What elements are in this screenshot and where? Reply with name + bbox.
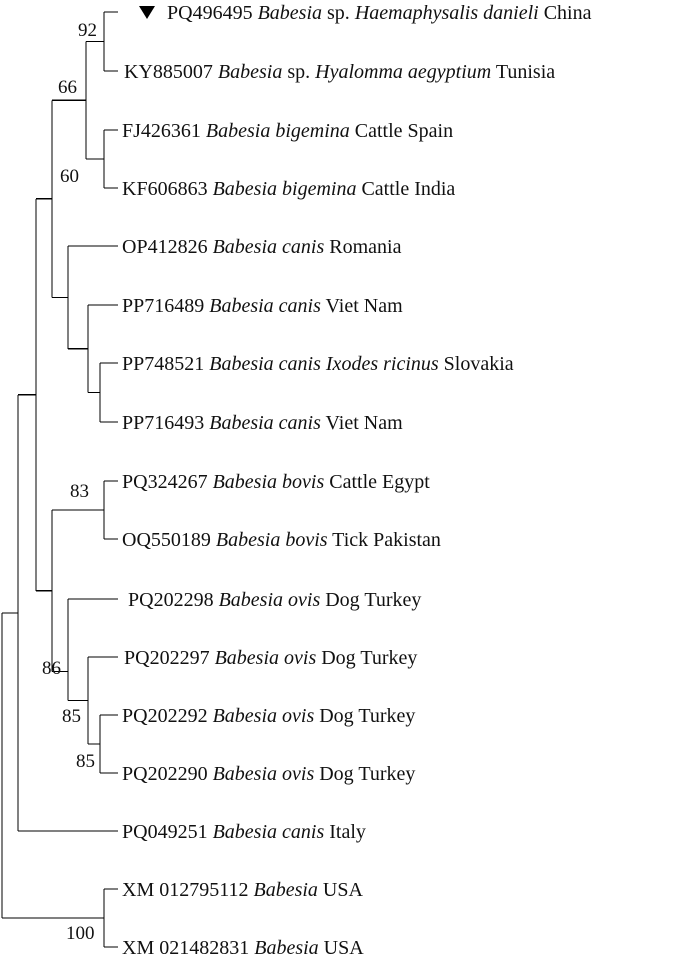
accession: PQ324267	[122, 471, 213, 493]
location: Dog Turkey	[320, 589, 422, 611]
bootstrap-t1-t4: 66	[58, 77, 77, 98]
accession: PQ202297	[124, 647, 215, 669]
accession: PP716489	[122, 295, 210, 317]
bootstrap-t14-inner: 85	[76, 751, 95, 772]
location: Dog Turkey	[314, 705, 416, 727]
species-name: Babesia ovis	[212, 763, 315, 785]
location: Dog Turkey	[314, 763, 416, 785]
accession: OQ550189	[122, 529, 216, 551]
bootstrap-t16-t17: 100	[66, 923, 95, 944]
bootstrap-t13-t14: 85	[62, 706, 81, 727]
species-name: Babesia	[253, 879, 318, 901]
location: Italy	[324, 821, 366, 843]
accession: PP748521	[122, 353, 210, 375]
species-name: Babesia	[257, 2, 323, 24]
leaf-label-t6	[122, 295, 403, 317]
location: Romania	[324, 236, 402, 258]
accession: PQ202292	[122, 705, 213, 727]
leaf-label-t15	[122, 821, 366, 843]
host-name: Haemaphysalis danieli	[354, 2, 539, 24]
species-name: Babesia bigemina	[205, 120, 350, 142]
location: Cattle Spain	[349, 120, 454, 142]
leaf-label-t17	[122, 937, 364, 954]
species-name: Babesia bigemina	[212, 178, 357, 200]
leaf-label-t3	[122, 120, 453, 142]
species-name: Babesia ovis	[214, 647, 317, 669]
leaf-label-t4	[122, 178, 455, 200]
location: China	[538, 2, 592, 24]
down-triangle-icon	[139, 6, 155, 19]
location: Viet Nam	[320, 295, 403, 317]
species-name: Babesia	[217, 61, 283, 83]
accession: PQ496495	[167, 2, 258, 24]
location: Cattle India	[356, 178, 456, 200]
location: Cattle Egypt	[324, 471, 430, 493]
species-name: Babesia bovis	[212, 471, 325, 493]
species-name: Babesia ovis	[218, 589, 321, 611]
accession: PQ049251	[122, 821, 213, 843]
leaf-label-t2: KY885007 Babesia sp. Hyalomma aegyptium Tunisia	[124, 61, 556, 83]
bootstrap-t3-t4: 60	[60, 166, 79, 187]
location: Dog Turkey	[316, 647, 418, 669]
species-name: Babesia	[254, 937, 319, 954]
species-name: Babesia bovis	[215, 529, 328, 551]
host-name: Hyalomma aegyptium	[315, 61, 492, 83]
species-name: Babesia ovis	[212, 705, 315, 727]
leaf-labels	[122, 2, 592, 954]
leaf-label-t8	[122, 412, 403, 434]
accession: KF606863	[122, 178, 213, 200]
leaf-label-t7	[122, 353, 514, 375]
accession: KY885007	[124, 61, 218, 83]
accession: XM 021482831	[122, 937, 255, 954]
location: USA	[318, 937, 364, 954]
bootstrap-t1-t2: 92	[78, 20, 97, 41]
accession: FJ426361	[122, 120, 206, 142]
leaf-label-t13	[122, 705, 415, 727]
leaf-label-t14	[122, 763, 415, 785]
location: Viet Nam	[320, 412, 403, 434]
location: Tunisia	[491, 61, 556, 83]
accession: PP716493	[122, 412, 210, 434]
leaf-label-t1: PQ496495 Babesia sp. Haemaphysalis danieli China	[167, 2, 592, 24]
bootstrap-t9-t10: 83	[70, 481, 89, 502]
species-name: Babesia canis	[209, 412, 321, 434]
leaf-label-t16	[122, 879, 363, 901]
accession: XM 012795112	[122, 879, 254, 901]
bootstrap-t12-t14: 86	[42, 658, 61, 679]
leaf-label-t10	[122, 529, 441, 551]
accession: PQ202290	[122, 763, 213, 785]
leaf-label-t12	[124, 647, 417, 669]
location: Slovakia	[438, 353, 514, 375]
species-name: Babesia canis	[212, 236, 325, 258]
leaf-label-t5	[122, 236, 402, 258]
accession: OP412826	[122, 236, 213, 258]
species-name: Babesia canis Ixodes ricinus	[209, 353, 439, 375]
species-name: Babesia canis	[212, 821, 325, 843]
location: Tick Pakistan	[327, 529, 441, 551]
location: USA	[317, 879, 363, 901]
leaf-label-t11	[128, 589, 421, 611]
accession: PQ202298	[128, 589, 219, 611]
leaf-label-t9	[122, 471, 430, 493]
species-name: Babesia canis	[209, 295, 321, 317]
tree-branches	[2, 12, 118, 947]
